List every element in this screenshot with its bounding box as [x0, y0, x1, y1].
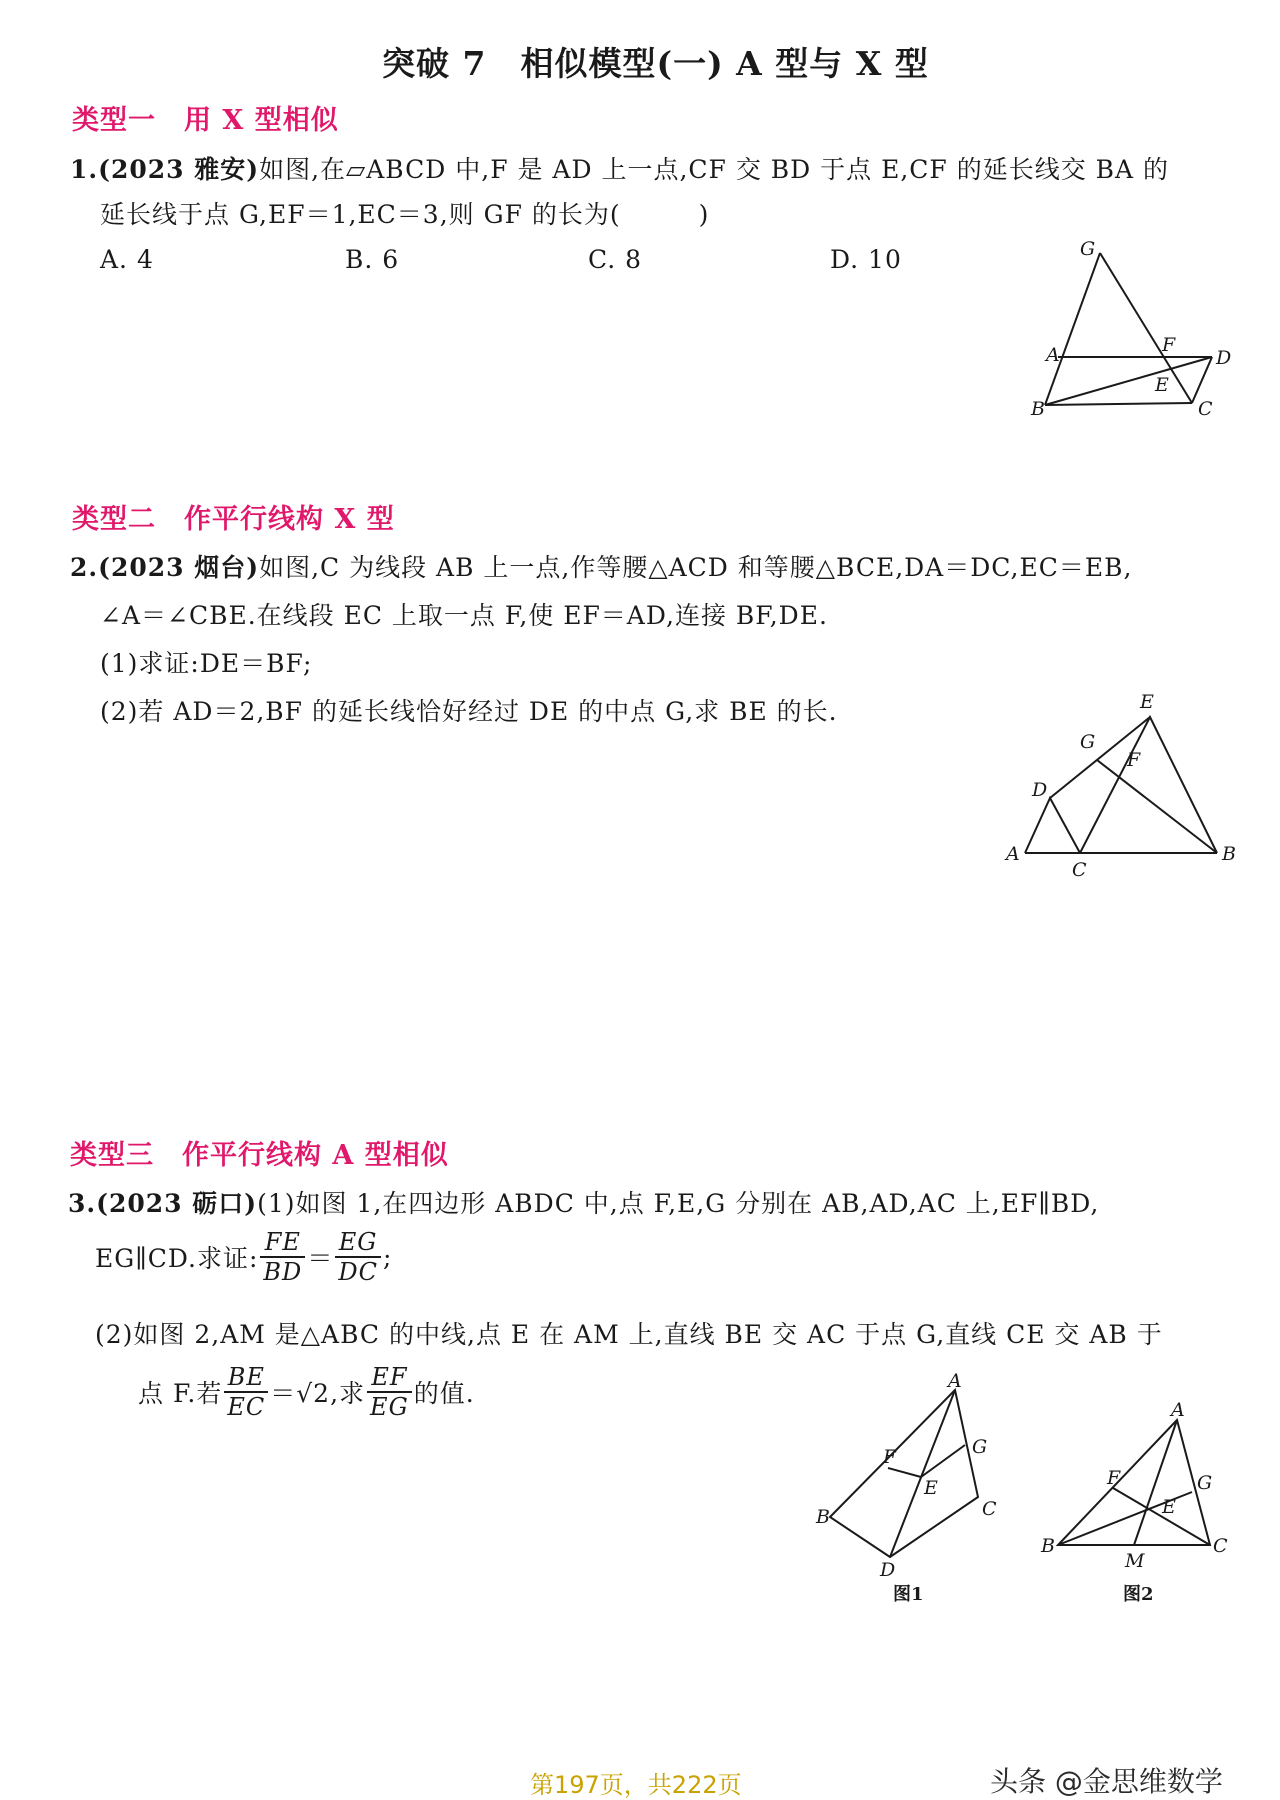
- label-g: G: [1197, 1472, 1213, 1494]
- option-c: C. 8: [588, 245, 643, 274]
- fraction-fe-bd: [260, 1228, 305, 1286]
- question-number: 3.: [68, 1189, 97, 1218]
- label-g: G: [1080, 238, 1096, 260]
- question-2-figure: [1000, 690, 1240, 880]
- label-d: D: [880, 1559, 896, 1581]
- question-3-line-3: (2)如图 2,AM 是△ABC 的中线,点 E 在 AM 上,直线 BE 交 AC 于点 G,直线 CE 交 AB 于: [95, 1320, 1163, 1349]
- figure-2-caption: 图2: [1123, 1584, 1154, 1605]
- label-c: C: [1213, 1535, 1228, 1557]
- label-f: F: [883, 1446, 897, 1468]
- question-text: 点 F.若: [138, 1379, 223, 1408]
- label-f: F: [1162, 334, 1176, 356]
- question-text: 如图,C 为线段 AB 上一点,作等腰△ACD 和等腰△BCE,DA＝DC,EC＝EB,: [259, 553, 1133, 582]
- label-b: B: [1222, 843, 1236, 865]
- label-e: E: [1155, 374, 1169, 396]
- question-3-line-1: [68, 1184, 1099, 1220]
- equals-sign: ＝: [307, 1244, 334, 1273]
- label-e: E: [1140, 691, 1154, 713]
- question-text: 的值.: [413, 1379, 475, 1408]
- question-source: (2023 烟台): [98, 553, 260, 582]
- label-d: D: [1216, 347, 1232, 369]
- fraction-numerator: EF: [367, 1363, 412, 1393]
- fraction-denominator: BD: [263, 1258, 303, 1286]
- option-a: A. 4: [100, 245, 154, 274]
- label-a: A: [1171, 1400, 1185, 1421]
- section-heading-type-1: 类型一 用 X 型相似: [72, 105, 339, 136]
- question-2-line-1: [70, 548, 1132, 584]
- question-2-part-1: (1)求证:DE＝BF;: [100, 649, 313, 678]
- label-b: B: [1041, 1535, 1055, 1557]
- label-b: B: [1031, 398, 1045, 420]
- label-f: F: [1127, 749, 1141, 771]
- question-text: 如图,在▱ABCD 中,F 是 AD 上一点,CF 交 BD 于点 E,CF 的延长线交 BA 的: [259, 155, 1170, 184]
- option-b: B. 6: [345, 245, 400, 274]
- question-3-figure-2: [1035, 1400, 1245, 1610]
- label-c: C: [1072, 859, 1087, 880]
- fraction-denominator: DC: [338, 1258, 378, 1286]
- question-2-part-2: (2)若 AD＝2,BF 的延长线恰好经过 DE 的中点 G,求 BE 的长.: [100, 697, 838, 726]
- fraction-numerator: EG: [335, 1228, 381, 1258]
- section-heading-type-2: 类型二 作平行线构 X 型: [72, 504, 395, 535]
- question-number: 2.: [70, 553, 99, 582]
- question-source: (2023 砺口): [96, 1189, 258, 1218]
- label-m: M: [1125, 1550, 1145, 1572]
- question-2-line-2: ∠A＝∠CBE.在线段 EC 上取一点 F,使 EF＝AD,连接 BF,DE.: [100, 601, 828, 630]
- label-e: E: [924, 1477, 938, 1499]
- section-heading-type-3: 类型三 作平行线构 A 型相似: [70, 1140, 449, 1171]
- fraction-be-ec: [224, 1363, 268, 1421]
- option-d: D. 10: [830, 245, 902, 274]
- page-footer: 第197页，共222页: [530, 1771, 742, 1799]
- fraction-denominator: EG: [370, 1393, 409, 1421]
- fraction-numerator: BE: [224, 1363, 268, 1393]
- page-title: 突破 7 相似模型(一) A 型与 X 型: [382, 44, 929, 83]
- fraction-ef-eg: [367, 1363, 412, 1421]
- question-text: ＝√2,求: [270, 1379, 366, 1408]
- question-3-figure-1: [810, 1370, 1020, 1610]
- label-b: B: [816, 1506, 830, 1528]
- question-1-line-2: 延长线于点 G,EF＝1,EC＝3,则 GF 的长为( ): [100, 200, 710, 229]
- punctuation: ;: [382, 1242, 393, 1272]
- label-c: C: [982, 1498, 997, 1520]
- label-f: F: [1107, 1467, 1121, 1489]
- label-a: A: [948, 1370, 962, 1392]
- fraction-eg-dc: [335, 1228, 381, 1286]
- fraction-numerator: FE: [260, 1228, 305, 1258]
- question-source: (2023 雅安): [98, 155, 260, 184]
- label-a: A: [1006, 843, 1020, 865]
- label-g: G: [972, 1436, 988, 1458]
- watermark: 头条 @金思维数学: [990, 1765, 1223, 1798]
- fraction-denominator: EC: [227, 1393, 266, 1421]
- question-text: EG∥CD.求证:: [95, 1244, 259, 1273]
- label-a: A: [1046, 344, 1060, 366]
- question-text: (1)如图 1,在四边形 ABDC 中,点 F,E,G 分别在 AB,AD,AC 上,EF∥BD,: [257, 1189, 1100, 1218]
- label-e: E: [1162, 1496, 1176, 1518]
- question-1-figure: [1020, 235, 1260, 425]
- question-3-line-4: [138, 1363, 475, 1421]
- question-3-line-2: [95, 1228, 392, 1286]
- label-d: D: [1032, 779, 1048, 801]
- figure-1-caption: 图1: [893, 1584, 924, 1605]
- label-g: G: [1080, 731, 1096, 753]
- question-number: 1.: [70, 155, 99, 184]
- question-1-line-1: [70, 150, 1169, 186]
- label-c: C: [1198, 398, 1213, 420]
